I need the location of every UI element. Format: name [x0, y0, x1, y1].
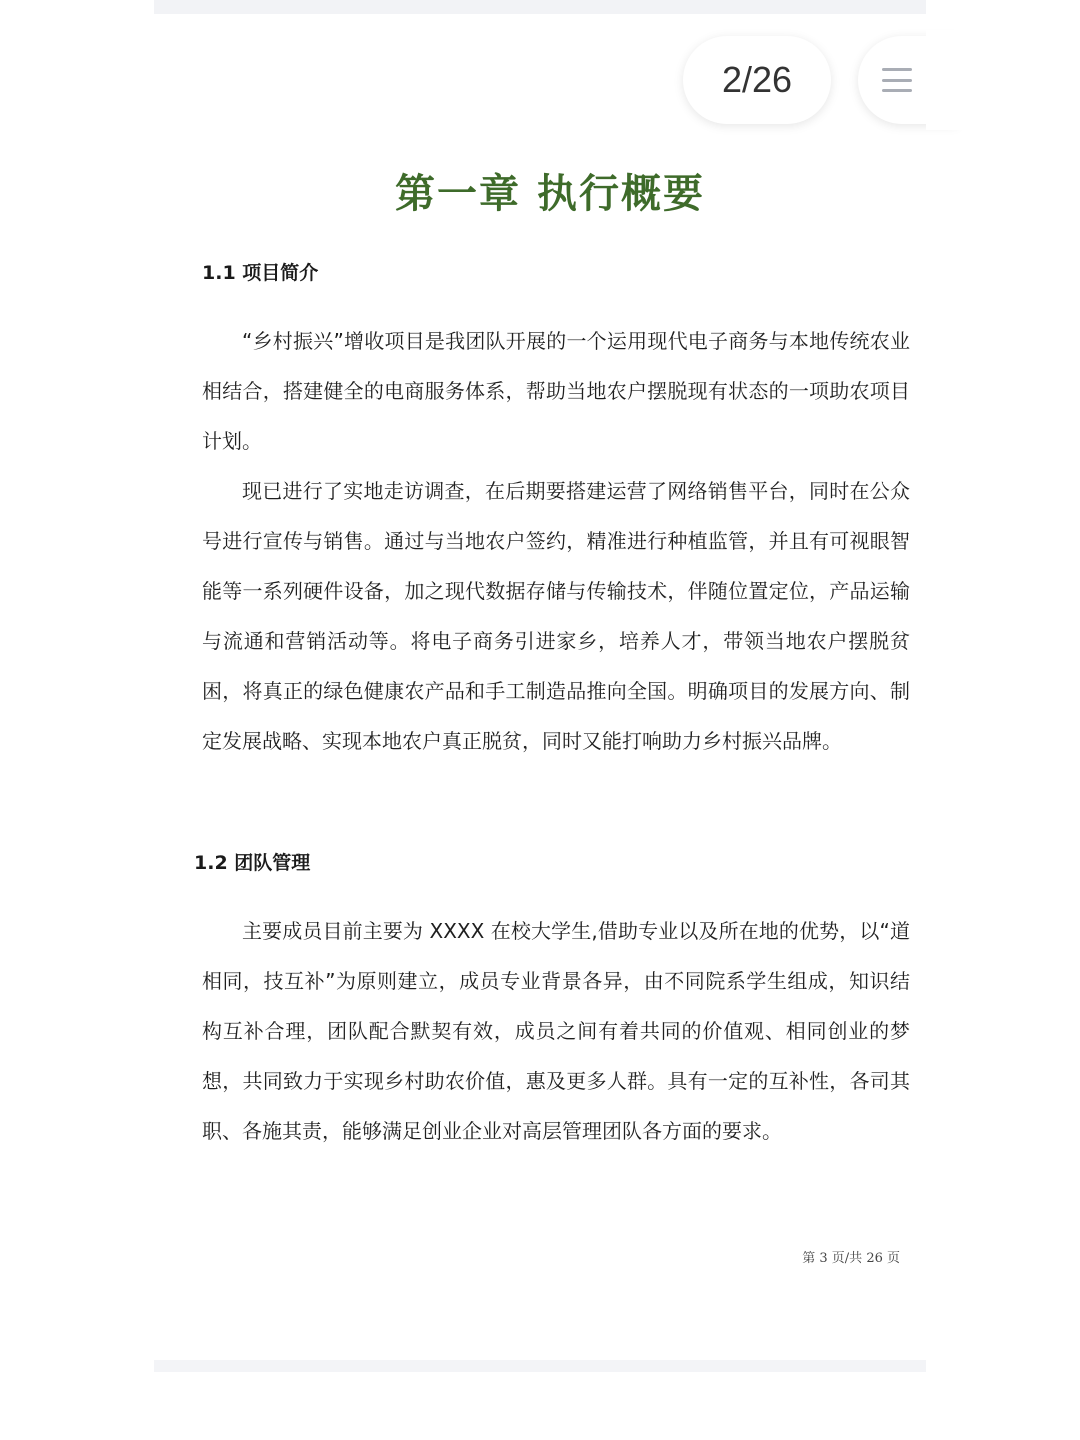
- section-heading-project-intro: 1.1 项目简介: [202, 262, 319, 284]
- paragraph-project-intro-1: “乡村振兴”增收项目是我团队开展的一个运用现代电子商务与本地传统农业相结合，搭建健全的电商服务体系，帮助当地农户摆脱现有状态的一项助农项目计划。: [202, 329, 910, 453]
- section-heading-team-management: 1.2 团队管理: [194, 852, 311, 874]
- paragraph-project-intro-2: 现已进行了实地走访调查，在后期要搭建运营了网络销售平台，同时在公众号进行宣传与销售。通过与当地农户签约，精准进行种植监管，并且有可视眼智能等一系列硬件设备，加之现代数据存储与传输技术，伴随位置定位，产品运输与流通和营销活动等。将电子商务引进家乡，培养人才，带领当地农户摆脱贫困，将真正的绿色健康农产品和手工制造品推向全国。明确项目的发展方向、制定发展战略、实现本地农户真正脱贫，同时又能打响助力乡村振兴品牌。: [202, 479, 910, 753]
- page-indicator: [683, 36, 831, 124]
- page-footer: 第 3 页/共 26 页: [802, 1251, 900, 1266]
- hamburger-menu-icon: [882, 68, 912, 92]
- page-indicator-label: 2/26: [721, 59, 793, 100]
- chapter-title: 第一章 执行概要: [395, 171, 705, 217]
- page-bottom-edge: [154, 1360, 926, 1372]
- menu-clip-area: [926, 30, 1080, 130]
- paragraph-team-management: 主要成员目前主要为 XXXX 在校大学生,借助专业以及所在地的优势，以“道相同，技互补”为原则建立，成员专业背景各异，由不同院系学生组成，知识结构互补合理，团队配合默契有效，成员之间有着共同的价值观、相同创业的梦想，共同致力于实现乡村助农价值，惠及更多人群。具有一定的互补性，各司其职、各施其责，能够满足创业企业对高层管理团队各方面的要求。: [202, 919, 910, 1143]
